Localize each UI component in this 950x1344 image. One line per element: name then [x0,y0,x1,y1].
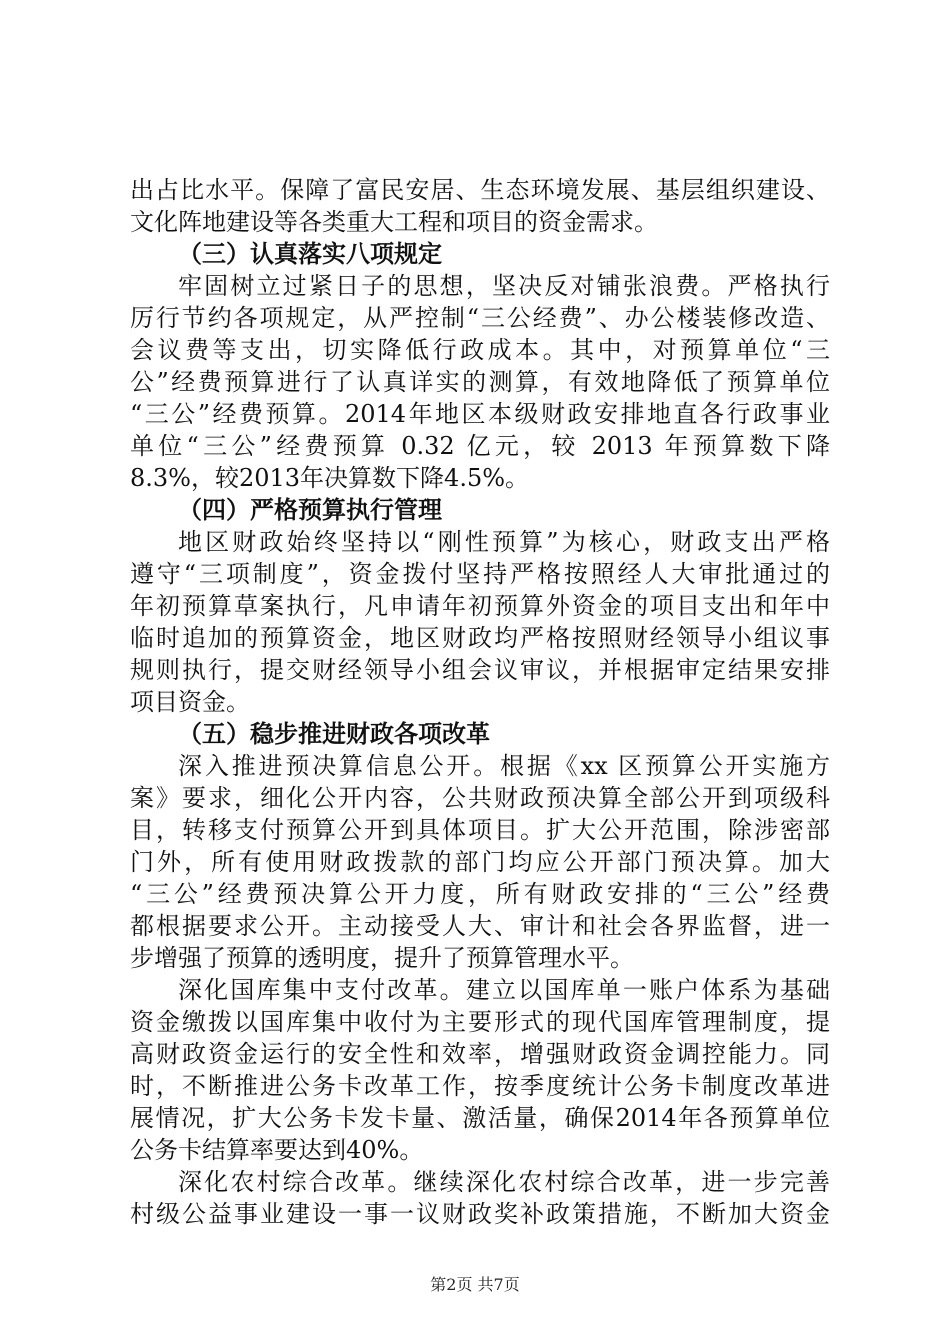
paragraph-line: “三公”经费预算。2014年地区本级财政安排地直各行政事业 [130,400,830,428]
paragraph-line: 案》要求，细化公开内容，公共财政预决算全部公开到项级科 [130,784,830,812]
paragraph-line: 项目资金。 [130,688,250,716]
paragraph-line: 步增强了预算的透明度，提升了预算管理水平。 [130,944,634,972]
paragraph-line: 时，不断推进公务卡改革工作，按季度统计公务卡制度改革进 [130,1072,830,1100]
page-number-footer: 第2页 共7页 [430,1275,520,1294]
paragraph-line: 8.3%，较2013年决算数下降4.5%。 [130,464,530,492]
paragraph-line: 都根据要求公开。主动接受人大、审计和社会各界监督，进一 [130,912,830,940]
paragraph-line: 遵守“三项制度”，资金拨付坚持严格按照经人大审批通过的 [130,560,830,588]
paragraph-line: 规则执行，提交财经领导小组会议审议，并根据审定结果安排 [130,656,830,684]
paragraph-line: 年初预算草案执行，凡申请年初预算外资金的项目支出和年中 [130,592,830,620]
paragraph-line: 厉行节约各项规定，从严控制“三公经费”、办公楼装修改造、 [130,304,830,332]
paragraph-line: 深化国库集中支付改革。建立以国库单一账户体系为基础 [178,976,830,1004]
paragraph-line: 会议费等支出，切实降低行政成本。其中，对预算单位“三 [130,336,830,364]
paragraph-line: 高财政资金运行的安全性和效率，增强财政资金调控能力。同 [130,1040,830,1068]
paragraph-line: 深入推进预决算信息公开。根据《xx 区预算公开实施方 [178,752,830,780]
paragraph-line: 展情况，扩大公务卡发卡量、激活量，确保2014年各预算单位 [130,1104,830,1132]
document-body [130,174,830,1230]
paragraph-line: 文化阵地建设等各类重大工程和项目的资金需求。 [130,208,658,236]
paragraph-line: 深化农村综合改革。继续深化农村综合改革，进一步完善 [178,1168,830,1196]
section-heading: （三）认真落实八项规定 [178,240,442,268]
paragraph-line: 单位“三公”经费预算 0.32 亿元，较 2013 年预算数下降 [130,432,830,460]
paragraph-line: 资金缴拨以国库集中收付为主要形式的现代国库管理制度，提 [130,1008,830,1036]
section-heading: （五）稳步推进财政各项改革 [178,720,490,748]
paragraph-line: 牢固树立过紧日子的思想，坚决反对铺张浪费。严格执行 [178,272,830,300]
section-heading: （四）严格预算执行管理 [178,496,442,524]
paragraph-line: 门外，所有使用财政拨款的部门均应公开部门预决算。加大 [130,848,830,876]
paragraph-line: 出占比水平。保障了富民安居、生态环境发展、基层组织建设、 [130,176,830,204]
paragraph-line: 地区财政始终坚持以“刚性预算”为核心，财政支出严格 [178,528,830,556]
paragraph-line: 公务卡结算率要达到40%。 [130,1136,424,1164]
paragraph-line: 村级公益事业建设一事一议财政奖补政策措施，不断加大资金 [130,1200,830,1228]
paragraph-line: 临时追加的预算资金，地区财政均严格按照财经领导小组议事 [130,624,830,652]
paragraph-line: “三公”经费预决算公开力度，所有财政安排的“三公”经费 [130,880,830,908]
paragraph-line: 目，转移支付预算公开到具体项目。扩大公开范围，除涉密部 [130,816,830,844]
paragraph-line: 公”经费预算进行了认真详实的测算，有效地降低了预算单位 [130,368,830,396]
